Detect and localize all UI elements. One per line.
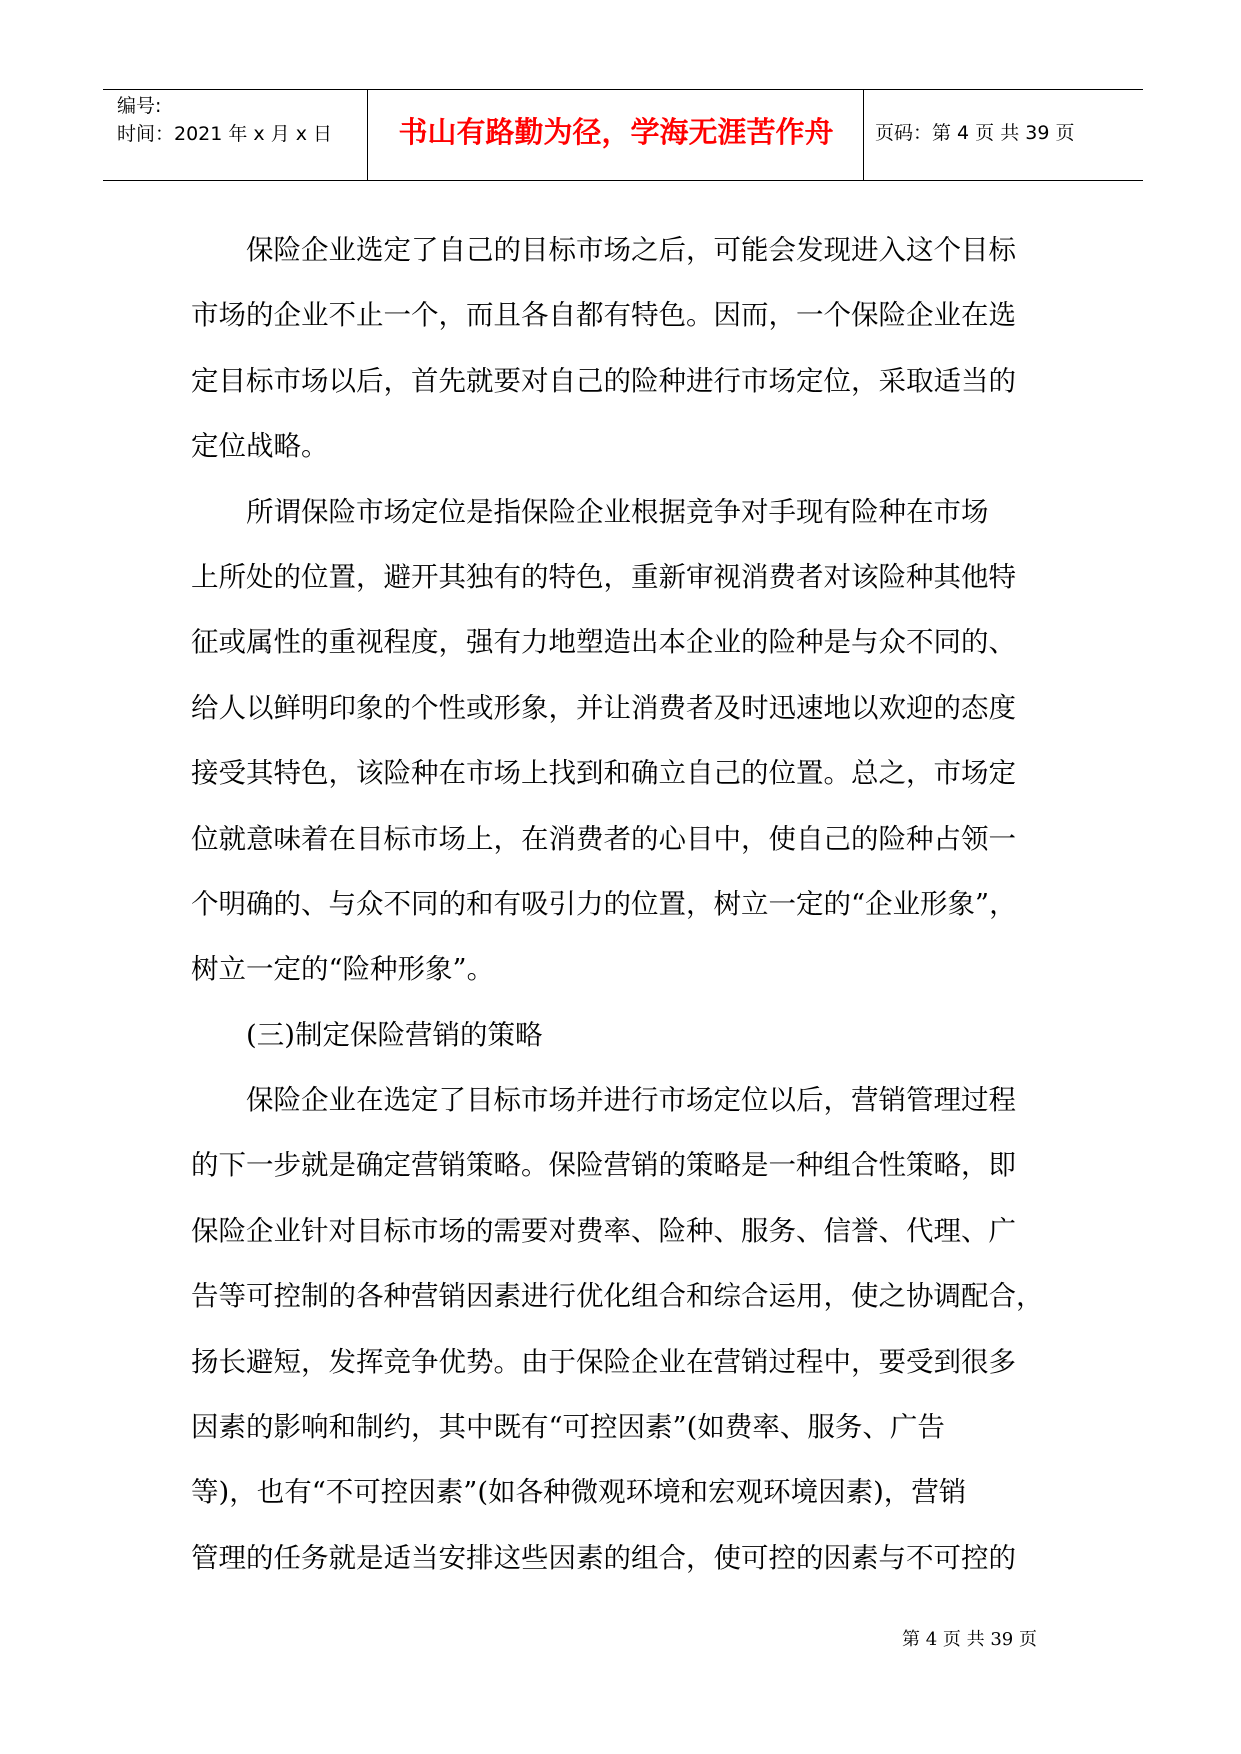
header-divider [367,90,368,180]
header-motto: 书山有路勤为径，学海无涯苦作舟 [398,115,834,149]
text-line: 接受其特色，该险种在市场上找到和确立自己的位置。总之，市场定 [191,757,1016,790]
text-line: 管理的任务就是适当安排这些因素的组合，使可控的因素与不可控的 [191,1541,1016,1574]
text-line: 上所处的位置，避开其独有的特色，重新审视消费者对该险种其他特 [191,560,1016,593]
text-line: 个明确的、与众不同的和有吸引力的位置，树立一定的“企业形象”， [191,887,1017,920]
document-number-label: 编号: [117,95,162,117]
text-line: 保险企业在选定了目标市场并进行市场定位以后，营销管理过程 [191,1084,1016,1117]
section-heading: (三)制定保险营销的策略 [191,1018,543,1051]
page-header [103,89,1143,181]
text-line: 定位战略。 [191,430,329,463]
text-line: 所谓保险市场定位是指保险企业根据竞争对手现有险种在市场 [191,495,989,528]
text-line: 树立一定的“险种形象”。 [191,953,495,986]
text-line: 扬长避短，发挥竞争优势。由于保险企业在营销过程中，要受到很多 [191,1345,1016,1378]
document-time-label: 时间：2021 年 x 月 x 日 [117,123,333,145]
text-line: 定目标市场以后，首先就要对自己的险种进行市场定位，采取适当的 [191,364,1016,397]
text-line: 的下一步就是确定营销策略。保险营销的策略是一种组合性策略，即 [191,1149,1016,1182]
header-page-number: 页码：第 4 页 共 39 页 [875,122,1075,144]
text-line: 市场的企业不止一个，而且各自都有特色。因而，一个保险企业在选 [191,299,1016,332]
text-line: 位就意味着在目标市场上，在消费者的心目中，使自己的险种占领一 [191,822,1016,855]
text-line: 保险企业针对目标市场的需要对费率、险种、服务、信誉、代理、广 [191,1214,1016,1247]
page-footer-number: 第 4 页 共 39 页 [902,1629,1037,1650]
text-line: 征或属性的重视程度，强有力地塑造出本企业的险种是与众不同的、 [191,626,1016,659]
text-line: 告等可控制的各种营销因素进行优化组合和综合运用，使之协调配合， [191,1280,1044,1313]
text-line: 等)，也有“不可控因素”(如各种微观环境和宏观环境因素)，营销 [191,1476,967,1509]
text-line: 给人以鲜明印象的个性或形象，并让消费者及时迅速地以欢迎的态度 [191,691,1016,724]
header-meta [117,92,367,148]
header-divider [863,90,864,180]
text-line: 保险企业选定了自己的目标市场之后，可能会发现进入这个目标 [191,234,1016,266]
text-line: 因素的影响和制约，其中既有“可控因素”(如费率、服务、广告 [191,1411,945,1444]
document-body [191,218,1061,1591]
